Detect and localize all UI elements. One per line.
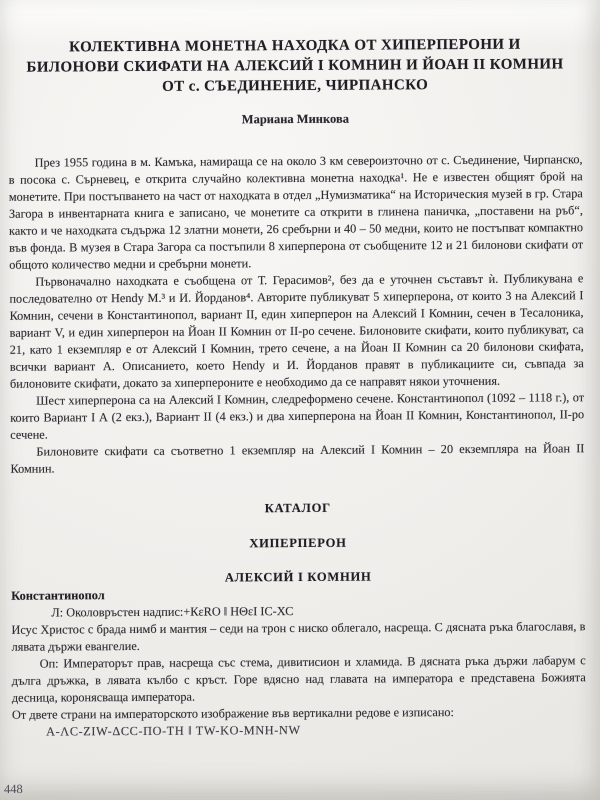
coin-inscription: А-ΛС-ZIW-ΔСС-ПО-ТН ‖ TW-KO-MNH-NW (46, 722, 301, 739)
body-paragraph-1: През 1955 година в м. Камъка, намираща се на около 3 км североизточно от с. Съединение, Чирпанско, в посока с. Сърневец, е открита случайно колективна монетна находка¹. Не е известен общият брой на монетите. При постъпването на част от находката в отдел „Нумизматика“ на Историческия музей в гр. Стара Загора в инвентарната книга е записано, че монетите са открити в глинена паничка, „поставени на ръб“, както и че находката съдържа 12 златни монети, 26 сребърни и 40 – 50 медни, които не постъпват компактно във фонда. В музея в Стара Загора са постъпили 8 хиперперона от съобщените 12 и 21 билонови скифати от общото количество медни и сребърни монети. (8, 152, 584, 272)
heading-alexios-i-komnenos: АЛЕКСИЙ I КОМНИН (224, 569, 372, 585)
mint-name: Константинопол (11, 588, 105, 603)
author-name: Мариана Минкова (241, 111, 350, 127)
article-title-line-1: КОЛЕКТИВНА МОНЕТНА НАХОДКА ОТ ХИПЕРПЕРОНИ И (69, 36, 521, 56)
body-paragraph-4: Билоновите скифати са съответно 1 екземпляр на Алексий I Комнин – 20 екземпляра на Йоан II Комнин. (10, 441, 585, 476)
page-number: 448 (3, 781, 23, 797)
article-title-line-3: ОТ с. СЪЕДИНЕНИЕ, ЧИРПАНСКО (162, 77, 429, 95)
reverse-description: Оп: Императорът прав, насреща със стема, дивитисион и хламида. В дясната ръка държи лабарум с дълга дръжка, в лявата кълбо с кръст. Горе вдясно над главата на императора е представена Божията десница, коронясваща императора. (11, 653, 586, 705)
article-body (9, 151, 587, 740)
body-paragraph-3: Шест хиперперона са на Алексий I Комнин, следреформено сечене. Константинопол (1092 – 1118 г.), от които Вариант I А (2 екз.), Вариант II (4 екз.) и два хиперперона на Йоан II Комнин, Константинопол, II-ро сечене. (10, 390, 585, 442)
page-content (8, 34, 586, 740)
inscription-intro: От двете страни на императорското изображение във вертикални редове е изписано: (11, 705, 454, 722)
article-title-line-2: БИЛОНОВИ СКИФАТИ НА АЛЕКСИЙ I КОМНИН И ЙОАН II КОМНИН (26, 56, 564, 76)
article-title (8, 34, 582, 98)
body-paragraph-2: Първоначално находката е съобщена от Т. Герасимов², без да е уточнен съставът ѝ. Публикувана е последователно от Hendy M.³ и И. Йорданов⁴. Авторите публикуват 5 хиперперона, от които 3 на Алексий I Комнин, сечени в Константинопол, вариант II, един хиперперон на Алексий I Комнин, сечен в Тесалоника, вариант V, и един хиперперон на Йоан II Комнин от II-ро сечене. Билоновите скифати, които публикуват, са 21, като 1 екземпляр е от Алексий I Комнин, трето сечене, а на Йоан II Комнин са 20 билонови скифата, всички вариант А. Описанието, което Hendy и И. Йорданов правят в публикациите си, съвпада за билоновите скифати, докато за хиперпероните е необходимо да се направят някои уточнения. (9, 271, 584, 391)
heading-hyperperon: ХИПЕРПЕРОН (249, 535, 347, 551)
obverse-legend: Л: Околовръстен надпис:+КεRO ‖ НΘεI IC-ХС (51, 604, 294, 620)
obverse-description: Исус Христос с брада нимб и мантия – седи на трон с ниско облегало, насреща. С дясната ръка благославя, в лявата държи евангелие. (11, 619, 586, 654)
heading-catalog: КАТАЛОГ (264, 500, 331, 516)
